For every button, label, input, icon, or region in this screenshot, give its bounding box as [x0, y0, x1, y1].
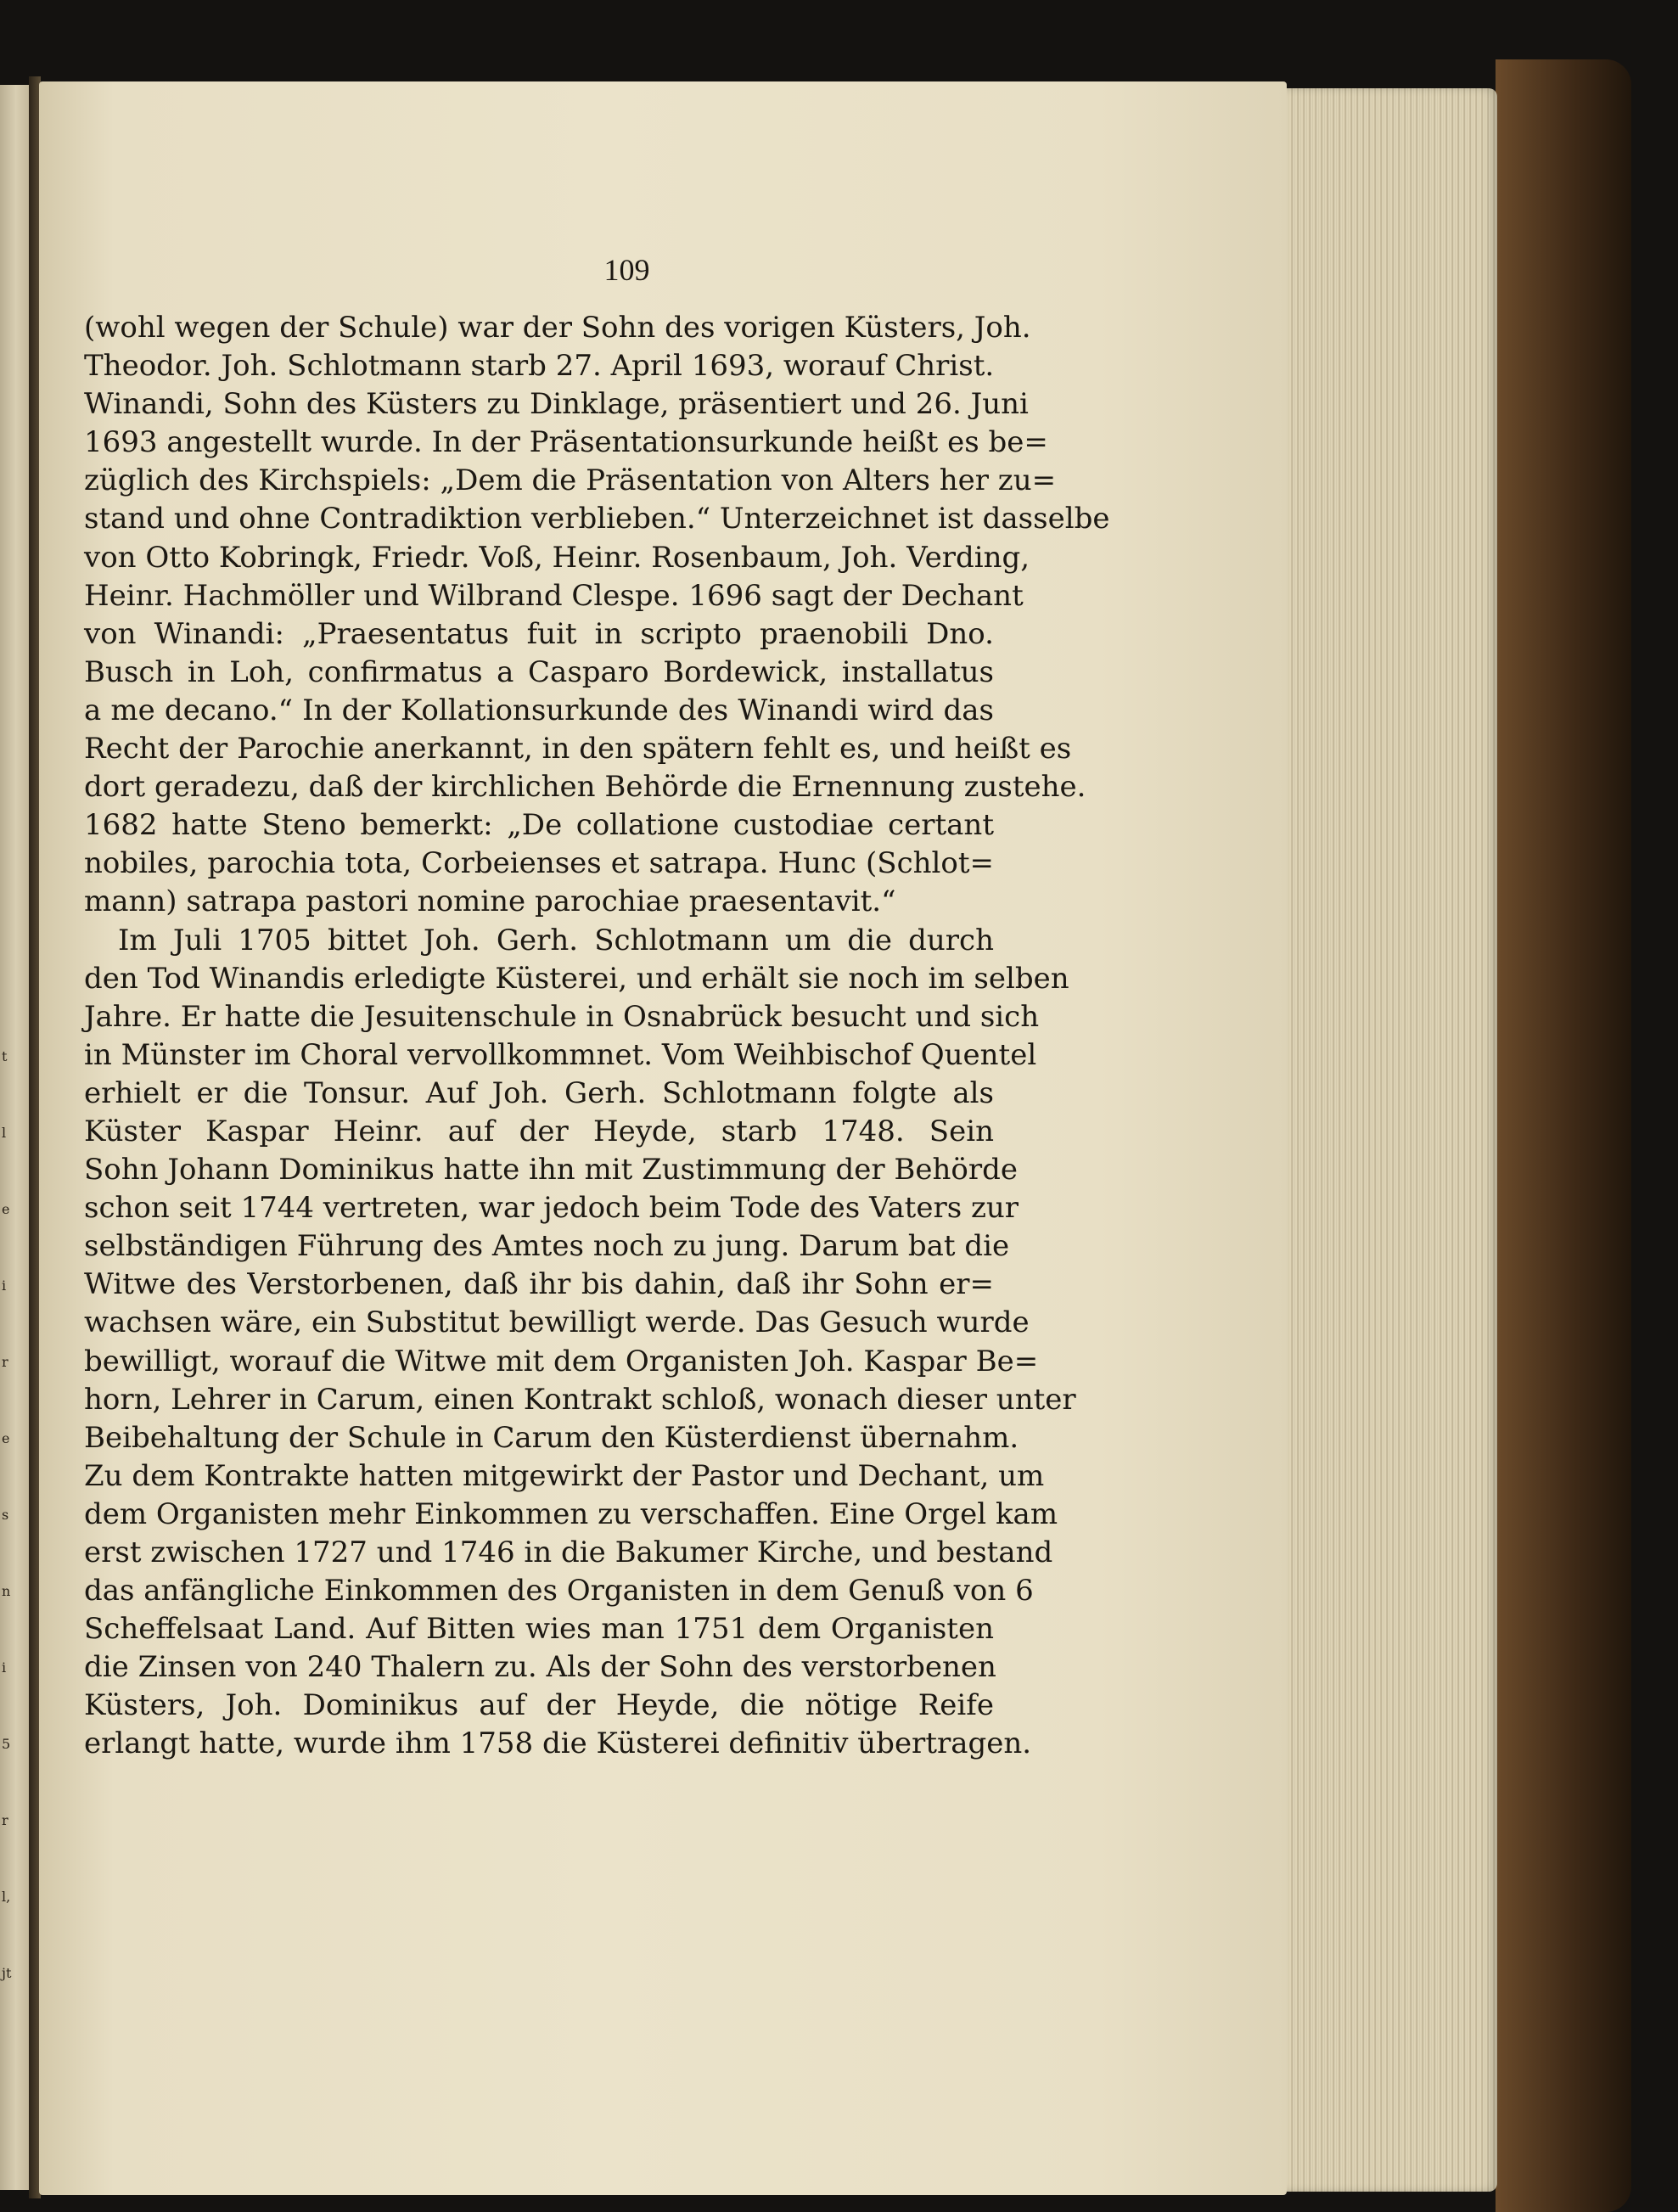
book-cover [1496, 59, 1631, 2212]
text-line: Im Juli 1705 bittet Joh. Gerh. Schlotmann um die durch [118, 923, 994, 957]
margin-fragment: jt [2, 1965, 12, 1981]
text-line: (wohl wegen der Schule) war der Sohn des vorigen Küsters, Joh. [84, 311, 1031, 345]
text-line: erlangt hatte, wurde ihm 1758 die Küsterei definitiv übertragen. [84, 1726, 1032, 1761]
margin-fragment: n [2, 1583, 11, 1599]
text-line: in Münster im Choral vervollkommnet. Vom Weihbischof Quentel [84, 1037, 1037, 1072]
text-line: schon seit 1744 vertreten, war jedoch beim Tode des Vaters zur [84, 1191, 1019, 1226]
text-line: dort geradezu, daß der kirchlichen Behörde die Ernennung zustehe. [84, 770, 1086, 805]
text-line: die Zinsen von 240 Thalern zu. Als der Sohn des verstorbenen [84, 1650, 996, 1685]
text-line: dem Organisten mehr Einkommen zu verschaffen. Eine Orgel kam [84, 1496, 1058, 1531]
text-line: selbständigen Führung des Amtes noch zu jung. Darum bat die [84, 1229, 1010, 1264]
margin-fragment: i [2, 1659, 7, 1676]
text-line: Winandi, Sohn des Küsters zu Dinklage, präsentiert und 26. Juni [84, 387, 1029, 422]
facing-page-margin-fragments [2, 1019, 17, 2012]
margin-fragment: i [2, 1277, 7, 1294]
text-line: stand und ohne Contradiktion verblieben.“ Unterzeichnet ist dasselbe [84, 502, 1110, 536]
text-line: wachsen wäre, ein Substitut bewilligt werde. Das Gesuch wurde [84, 1305, 1030, 1340]
text-line: den Tod Winandis erledigte Küsterei, und erhält sie noch im selben [84, 961, 1069, 996]
margin-fragment: 5 [2, 1736, 11, 1752]
text-line: Küster Kaspar Heinr. auf der Heyde, starb 1748. Sein [84, 1114, 994, 1148]
text-line: Beibehaltung der Schule in Carum den Küsterdienst übernahm. [84, 1420, 1019, 1455]
page-edges-block [1283, 88, 1497, 2192]
text-line: erhielt er die Tonsur. Auf Joh. Gerh. Schlotmann folgte als [84, 1075, 994, 1110]
text-line: Scheffelsaat Land. Auf Bitten wies man 1751 dem Organisten [84, 1612, 994, 1647]
text-line: von Winandi: „Praesentatus fuit in scripto praenobili Dno. [84, 616, 994, 651]
margin-fragment: r [2, 1812, 8, 1828]
text-line: Heinr. Hachmöller und Wilbrand Clespe. 1696 sagt der Dechant [84, 578, 1024, 613]
text-line: Küsters, Joh. Dominikus auf der Heyde, die nötige Reife [84, 1688, 994, 1723]
text-line: bewilligt, worauf die Witwe mit dem Organisten Joh. Kaspar Be= [84, 1344, 1039, 1378]
text-line: Jahre. Er hatte die Jesuitenschule in Osnabrück besucht und sich [84, 999, 1040, 1034]
text-line: das anfängliche Einkommen des Organisten in dem Genuß von 6 [84, 1574, 1034, 1608]
page-number: 109 [603, 253, 650, 287]
text-line: erst zwischen 1727 und 1746 in die Bakumer Kirche, und bestand [84, 1535, 1053, 1569]
margin-fragment: e [2, 1201, 10, 1217]
margin-fragment: s [2, 1507, 9, 1523]
margin-fragment: l [2, 1125, 7, 1141]
text-line: von Otto Kobringk, Friedr. Voß, Heinr. Rosenbaum, Joh. Verding, [84, 540, 1030, 575]
text-line: 1682 hatte Steno bemerkt: „De collatione custodiae certant [84, 808, 994, 843]
text-line: a me decano.“ In der Kollationsurkunde des Winandi wird das [84, 693, 994, 727]
text-line: züglich des Kirchspiels: „Dem die Präsentation von Alters her zu= [84, 463, 1057, 498]
margin-fragment: t [2, 1048, 8, 1064]
text-line: Busch in Loh, confirmatus a Casparo Bordewick, installatus [84, 654, 994, 689]
margin-fragment: l, [2, 1889, 11, 1905]
text-line: Sohn Johann Dominikus hatte ihn mit Zustimmung der Behörde [84, 1153, 1019, 1187]
margin-fragment: e [2, 1430, 10, 1446]
body-text [84, 309, 1110, 1764]
text-line: horn, Lehrer in Carum, einen Kontrakt schloß, wonach dieser unter [84, 1382, 1076, 1417]
text-line: mann) satrapa pastori nomine parochiae praesentavit.“ [84, 884, 896, 919]
text-line: Witwe des Verstorbenen, daß ihr bis dahin, daß ihr Sohn er= [84, 1267, 994, 1302]
text-line: nobiles, parochia tota, Corbeienses et satrapa. Hunc (Schlot= [84, 846, 994, 881]
text-line: Zu dem Kontrakte hatten mitgewirkt der Pastor und Dechant, um [84, 1458, 1045, 1493]
margin-fragment: r [2, 1354, 8, 1370]
text-line: Theodor. Joh. Schlotmann starb 27. April 1693, worauf Christ. [84, 349, 995, 384]
text-line: 1693 angestellt wurde. In der Präsentationsurkunde heißt es be= [84, 425, 1048, 460]
text-line: Recht der Parochie anerkannt, in den spätern fehlt es, und heißt es [84, 732, 1072, 766]
